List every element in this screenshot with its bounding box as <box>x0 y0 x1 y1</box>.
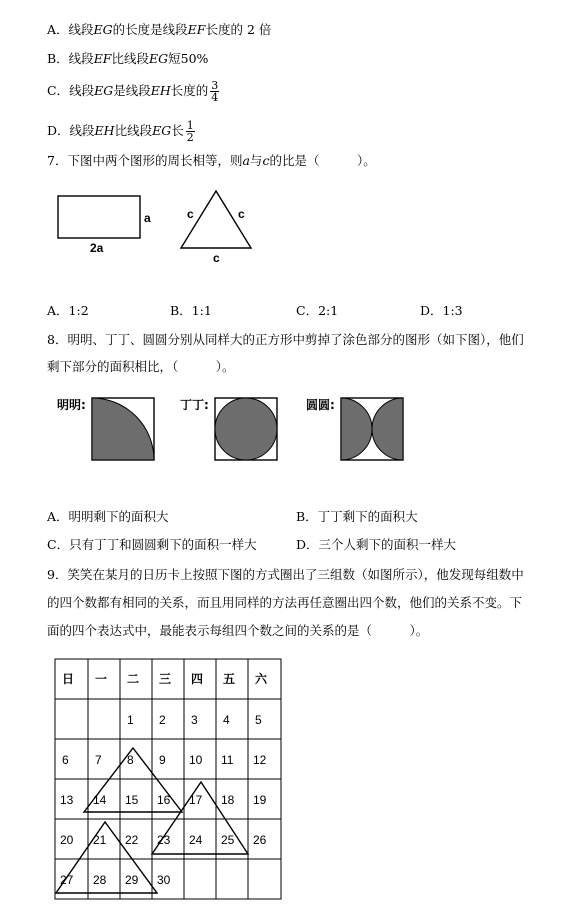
q8-option-d[interactable]: D．三个人剩下的面积一样大 <box>296 537 457 552</box>
q7-option-c[interactable]: C．2:1 <box>296 303 339 318</box>
q7-stem: 7．下图中两个图形的周长相等，则a与c的比是（ ）。 <box>47 153 376 168</box>
cal-day: 21 <box>93 833 107 847</box>
cal-day: 13 <box>60 793 74 807</box>
q9-stem-line-2: 的四个数都有相同的关系，而且用同样的方法再任意圈出四个数，他们的关系不变。下 <box>47 595 523 610</box>
q7-tri-right-label: c <box>238 207 245 221</box>
cal-day: 18 <box>221 793 235 807</box>
q8-option-a[interactable]: A．明明剩下的面积大 <box>47 509 169 524</box>
cal-day: 1 <box>127 713 134 727</box>
q6-option-a[interactable]: A．线段EG的长度是线段EF长度的 2 倍 <box>47 22 272 37</box>
cal-header-tue: 二 <box>127 672 140 686</box>
cal-day: 3 <box>191 713 198 727</box>
q8-circle <box>215 398 277 460</box>
q8-stem-line-2: 剩下部分的面积相比，（ ）。 <box>47 359 235 374</box>
q7-option-d[interactable]: D．1:3 <box>420 303 463 318</box>
q8-option-b[interactable]: B．丁丁剩下的面积大 <box>296 509 418 524</box>
q8-left-half-circle <box>341 398 372 460</box>
q6-option-c[interactable]: C．线段EG是线段EH长度的 $\frac{3}{4}$ <box>47 79 219 104</box>
q8-label-dingding: 丁丁: <box>180 398 209 412</box>
q6-option-d[interactable]: D．线段EH比线段EG长 $\frac{1}{2}$ <box>47 119 194 144</box>
cal-day: 19 <box>253 793 267 807</box>
cal-day: 2 <box>159 713 166 727</box>
cal-day: 30 <box>157 873 171 887</box>
cal-day: 16 <box>157 793 171 807</box>
q7-rect-bottom-label: 2a <box>90 241 104 255</box>
q9-stem-line-3: 面的四个表达式中，最能表示每组四个数之间的关系的是（ ）。 <box>47 623 429 638</box>
cal-header-sat: 六 <box>255 672 268 686</box>
cal-header-thu: 四 <box>191 672 204 686</box>
q7-option-b[interactable]: B．1:1 <box>170 303 212 318</box>
cal-day: 17 <box>189 793 203 807</box>
q6-option-b[interactable]: B．线段EF比线段EG短50% <box>47 51 209 66</box>
q7-rect-side-label: a <box>144 211 151 225</box>
q7-option-a[interactable]: A．1:2 <box>47 303 89 318</box>
cal-day: 8 <box>127 753 134 767</box>
fraction-three-quarters: $\frac{3}{4}$ <box>211 79 219 104</box>
q7-tri-left-label: c <box>187 207 194 221</box>
cal-day: 27 <box>60 873 74 887</box>
cal-day: 6 <box>62 753 69 767</box>
cal-day: 9 <box>159 753 166 767</box>
cal-day: 25 <box>221 833 235 847</box>
cal-day: 11 <box>221 753 234 767</box>
cal-day: 7 <box>95 753 102 767</box>
cal-day: 28 <box>93 873 107 887</box>
q9-calendar-grid <box>55 659 281 899</box>
q8-quarter-circle <box>92 398 154 460</box>
q8-option-c[interactable]: C．只有丁丁和圆圆剩下的面积一样大 <box>47 537 257 552</box>
cal-day: 14 <box>93 793 107 807</box>
cal-header-mon: 一 <box>95 672 108 686</box>
cal-day: 29 <box>125 873 139 887</box>
fraction-one-half: $\frac{1}{2}$ <box>186 119 194 144</box>
cal-header-wed: 三 <box>159 672 172 686</box>
q8-right-half-circle <box>372 398 403 460</box>
cal-day: 4 <box>223 713 230 727</box>
q7-tri-bottom-label: c <box>213 251 220 265</box>
cal-day: 15 <box>125 793 139 807</box>
cal-day: 12 <box>253 753 267 767</box>
q8-stem-line-1: 8．明明、丁丁、圆圆分别从同样大的正方形中剪掉了涂色部分的图形（如下图），他们 <box>47 332 524 347</box>
q7-rectangle <box>58 196 140 238</box>
cal-day: 23 <box>157 833 171 847</box>
cal-day: 22 <box>125 833 139 847</box>
q9-stem-line-1: 9．笑笑在某月的日历卡上按照下图的方式圈出了三组数（如图所示），他发现每组数中 <box>47 567 524 582</box>
cal-day: 5 <box>255 713 262 727</box>
cal-header-sun: 日 <box>62 672 75 686</box>
cal-header-fri: 五 <box>223 672 236 686</box>
q8-label-mingming: 明明: <box>57 398 86 412</box>
cal-day: 20 <box>60 833 74 847</box>
cal-day: 10 <box>189 753 203 767</box>
cal-day: 26 <box>253 833 267 847</box>
cal-day: 24 <box>189 833 203 847</box>
q8-label-yuanyuan: 圆圆: <box>306 398 335 412</box>
